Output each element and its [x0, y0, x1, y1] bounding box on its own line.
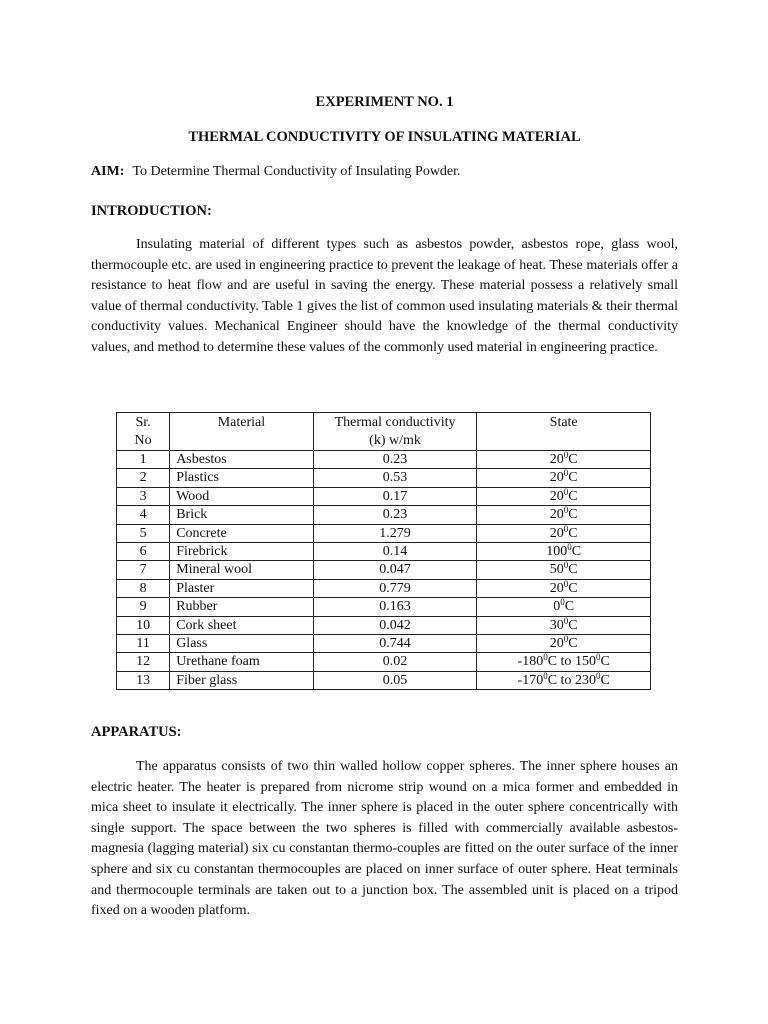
- state-unit: C: [568, 507, 578, 523]
- state-unit: C: [568, 617, 578, 633]
- introduction-paragraph: Insulating material of different types such as asbestos powder, asbestos rope, glass wool, thermocouple etc. are used in engineering practice to prevent the leakage of heat. These materials offer a resistance to heat flow and are useful in saving the energy. These material possess a relatively small value of thermal conductivity. Table 1 gives the list of common used insulating materials & their thermal conductivity values. Mechanical Engineer should have the knowledge of the thermal conductivity values, and method to determine these values of the commonly used material in engineering practice.: [91, 237, 678, 355]
- cell-sr-no: 10: [117, 616, 170, 634]
- state-value: 20: [549, 635, 564, 651]
- cell-state: [477, 469, 651, 487]
- cell-sr-no: 8: [117, 579, 170, 597]
- cell-material: Concrete: [170, 524, 314, 542]
- cell-material: Glass: [170, 634, 314, 652]
- cell-conductivity: 0.163: [313, 598, 477, 616]
- cell-material: Rubber: [170, 598, 314, 616]
- cell-conductivity: 0.047: [313, 561, 477, 579]
- cell-conductivity: 0.17: [313, 487, 477, 505]
- cell-state: [477, 598, 651, 616]
- cell-sr-no: 13: [117, 671, 170, 689]
- degree-mark: 0: [563, 468, 569, 479]
- cell-material: Firebrick: [170, 542, 314, 560]
- state-unit: C: [571, 543, 582, 559]
- state-unit: C to: [547, 672, 575, 688]
- cell-material: Brick: [170, 506, 314, 524]
- apparatus-paragraph: The apparatus consists of two thin walled hollow copper spheres. The inner sphere houses an electric heater. The heater is prepared from nicrome strip wound on a mica former and embedded in mica sheet to insulate it electrically. The inner sphere is placed in the outer sphere concentrically with single support. The space between the two spheres is filled with commercially available asbestos-magnesia (lagging material) six cu constantan thermo-couples are fitted on the outer surface of the inner sphere and six cu constantan thermocouples are placed on inner surface of outer sphere. Heat terminals and thermocouple terminals are taken out to a junction box. The assembled unit is placed on a tripod fixed on a wooden platform.: [91, 759, 678, 919]
- cell-sr-no: 5: [117, 524, 170, 542]
- state-unit: C: [568, 525, 578, 541]
- table-row: [117, 598, 651, 616]
- cell-sr-no: 3: [117, 487, 170, 505]
- cell-material: Mineral wool: [170, 561, 314, 579]
- state-value: 20: [549, 580, 564, 596]
- degree-mark: 0: [563, 615, 569, 626]
- table-row: [117, 506, 651, 524]
- degree-mark: 0: [563, 523, 569, 534]
- degree-mark: 0: [563, 578, 569, 589]
- table-row: [117, 653, 651, 671]
- table-row: [117, 616, 651, 634]
- cell-state: [477, 671, 651, 689]
- state-value: 20: [549, 470, 564, 486]
- cell-sr-no: 7: [117, 561, 170, 579]
- table-row: [117, 542, 651, 560]
- cell-sr-no: 4: [117, 506, 170, 524]
- cell-state: [477, 524, 651, 542]
- conductivity-table: [116, 412, 651, 690]
- cell-state: [477, 542, 651, 560]
- cell-conductivity: 0.23: [313, 451, 477, 469]
- cell-state: [477, 506, 651, 524]
- degree-mark: 0: [563, 486, 569, 497]
- state-value: -170: [517, 672, 544, 688]
- cell-conductivity: 0.14: [313, 542, 477, 560]
- table-header-row: [117, 413, 651, 451]
- cell-material: Asbestos: [170, 451, 314, 469]
- state-unit: C: [564, 599, 575, 615]
- cell-conductivity: 0.042: [313, 616, 477, 634]
- state-value: 100: [546, 543, 568, 559]
- table-row: [117, 524, 651, 542]
- header-material: Material: [170, 413, 314, 451]
- degree-mark: 0: [543, 652, 548, 663]
- cell-material: Plaster: [170, 579, 314, 597]
- state-unit: C: [568, 452, 578, 467]
- aim-text: To Determine Thermal Conductivity of Insulating Powder.: [132, 164, 461, 179]
- aim-line: [91, 164, 461, 180]
- state-unit: C: [568, 562, 578, 578]
- table-row: [117, 469, 651, 487]
- state-value: -180: [517, 654, 544, 670]
- state-value: 150: [574, 654, 596, 670]
- cell-state: [477, 653, 651, 671]
- cell-sr-no: 6: [117, 542, 170, 560]
- degree-mark: 0: [563, 450, 569, 460]
- cell-conductivity: 0.53: [313, 469, 477, 487]
- cell-sr-no: 9: [117, 598, 170, 616]
- state-value: 50: [549, 562, 564, 578]
- cell-conductivity: 0.05: [313, 671, 477, 689]
- cell-conductivity: 0.23: [313, 506, 477, 524]
- state-unit: C: [568, 470, 578, 486]
- subject-title: THERMAL CONDUCTIVITY OF INSULATING MATERIAL: [188, 129, 581, 145]
- state-unit: C: [600, 654, 610, 670]
- state-value: 230: [574, 672, 596, 688]
- state-value: 20: [549, 452, 564, 467]
- cell-state: [477, 451, 651, 469]
- experiment-title: EXPERIMENT NO. 1: [315, 94, 454, 110]
- cell-material: Urethane foam: [170, 653, 314, 671]
- cell-conductivity: 0.744: [313, 634, 477, 652]
- table-row: [117, 579, 651, 597]
- degree-mark: 0: [560, 597, 565, 608]
- state-value: 30: [549, 617, 564, 633]
- state-unit: C: [568, 580, 578, 596]
- aim-label: AIM:: [91, 164, 125, 179]
- state-value: 20: [549, 525, 564, 541]
- cell-state: [477, 634, 651, 652]
- cell-state: [477, 579, 651, 597]
- cell-conductivity: 1.279: [313, 524, 477, 542]
- state-value: 20: [549, 507, 564, 523]
- state-value: 20: [549, 488, 564, 504]
- state-unit: C to: [547, 654, 575, 670]
- state-unit: C: [568, 635, 578, 651]
- cell-state: [477, 561, 651, 579]
- table-row: [117, 487, 651, 505]
- table-row: [117, 671, 651, 689]
- degree-mark: 0: [563, 560, 569, 571]
- introduction-heading: INTRODUCTION:: [91, 203, 212, 219]
- degree-mark: 0: [543, 670, 548, 681]
- cell-conductivity: 0.02: [313, 653, 477, 671]
- state-unit: C: [568, 488, 578, 504]
- table-row: [117, 451, 651, 469]
- degree-mark: 0: [567, 541, 572, 552]
- state-unit: C: [600, 672, 610, 688]
- cell-state: [477, 487, 651, 505]
- degree-mark: 0: [563, 505, 569, 516]
- degree-mark: 0: [595, 652, 601, 663]
- table-row: [117, 561, 651, 579]
- header-conductivity: Thermal conductivity (k) w/mk: [313, 413, 477, 451]
- cell-sr-no: 1: [117, 451, 170, 469]
- degree-mark: 0: [563, 633, 569, 644]
- cell-sr-no: 12: [117, 653, 170, 671]
- table-body: [117, 451, 651, 690]
- header-state: State: [477, 413, 651, 451]
- table-row: [117, 634, 651, 652]
- cell-material: Plastics: [170, 469, 314, 487]
- state-value: 0: [553, 599, 561, 615]
- cell-conductivity: 0.779: [313, 579, 477, 597]
- apparatus-heading: APPARATUS:: [91, 724, 182, 740]
- cell-material: Fiber glass: [170, 671, 314, 689]
- cell-material: Wood: [170, 487, 314, 505]
- cell-sr-no: 2: [117, 469, 170, 487]
- header-sr-no: Sr. No: [117, 413, 170, 451]
- cell-state: [477, 616, 651, 634]
- degree-mark: 0: [595, 670, 601, 681]
- cell-material: Cork sheet: [170, 616, 314, 634]
- cell-sr-no: 11: [117, 634, 170, 652]
